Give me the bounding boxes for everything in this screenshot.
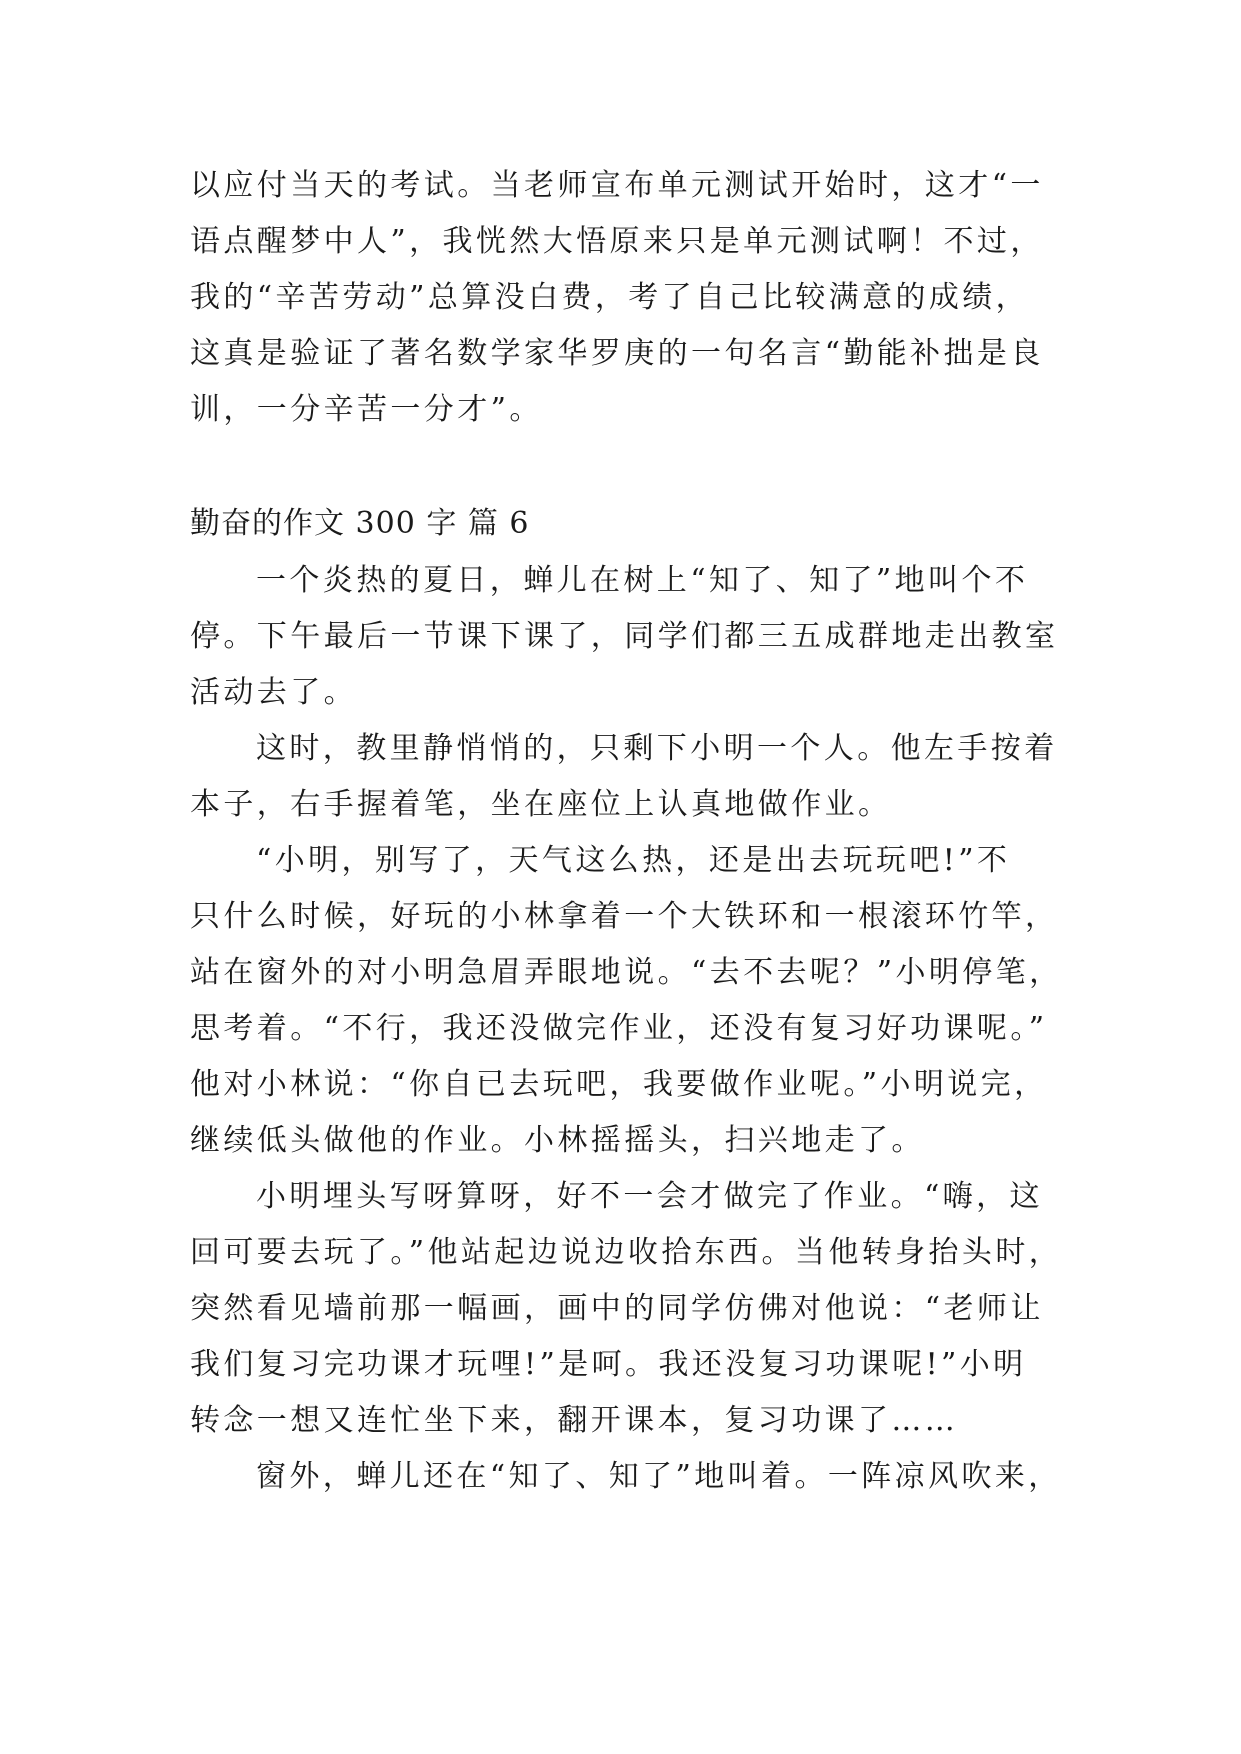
paragraph-3: [190, 833, 1070, 1169]
text-line: 我的“辛苦劳动”总算没白费，考了自己比较满意的成绩，: [190, 280, 1030, 315]
paragraph-1: [190, 553, 1070, 721]
text-line: 窗外，蝉儿还在“知了、知了”地叫着。一阵凉风吹来，: [256, 1459, 1062, 1494]
text-line: 站在窗外的对小明急眉弄眼地说。“去不去呢？”小明停笔，: [190, 955, 1063, 990]
section-gap: [190, 438, 1070, 495]
text-line: 语点醒梦中人”，我恍然大悟原来只是单元测试啊！不过，: [190, 224, 1044, 259]
text-line: 思考着。“不行，我还没做完作业，还没有复习好功课呢。”: [190, 1011, 1048, 1046]
text-line: 这真是验证了著名数学家华罗庚的一句名言“勤能补拙是良: [190, 336, 1044, 371]
text-line: 活动去了。: [190, 675, 357, 710]
text-line: 停。下午最后一节课下课了，同学们都三五成群地走出教室: [190, 619, 1059, 654]
text-line: 一个炎热的夏日，蝉儿在树上“知了、知了”地叫个不: [256, 563, 1029, 598]
intro-paragraph: [190, 158, 1070, 438]
paragraph-2: [190, 721, 1070, 833]
document-page: [190, 158, 1070, 1505]
text-line: 只什么时候，好玩的小林拿着一个大铁环和一根滚环竹竿，: [190, 899, 1059, 934]
text-line: 本子，右手握着笔，坐在座位上认真地做作业。: [190, 787, 892, 822]
text-line: “小明，别写了，天气这么热，还是出去玩玩吧!”不: [256, 843, 1011, 878]
text-line: 我们复习完功课才玩哩!”是呵。我还没复习功课呢!”小明: [190, 1347, 1027, 1382]
section-heading: 勤奋的作文 300 字 篇 6: [190, 506, 530, 541]
paragraph-4: [190, 1169, 1070, 1449]
text-line: 转念一想又连忙坐下来，翻开课本，复习功课了……: [190, 1403, 959, 1438]
text-line: 回可要去玩了。”他站起边说边收拾东西。当他转身抬头时，: [190, 1235, 1063, 1270]
text-line: 这时，教里静悄悄的，只剩下小明一个人。他左手按着: [256, 731, 1058, 766]
text-line: 以应付当天的考试。当老师宣布单元测试开始时，这才“一: [190, 168, 1044, 203]
text-line: 训，一分辛苦一分才”。: [190, 392, 543, 427]
paragraph-5: [190, 1449, 1070, 1505]
text-line: 突然看见墙前那一幅画，画中的同学仿佛对他说：“老师让: [190, 1291, 1044, 1326]
text-line: 他对小林说：“你自已去玩吧，我要做作业呢。”小明说完，: [190, 1067, 1048, 1102]
text-line: 继续低头做他的作业。小林摇摇头，扫兴地走了。: [190, 1123, 925, 1158]
text-line: 小明埋头写呀算呀，好不一会才做完了作业。“嗨，这: [256, 1179, 1043, 1214]
